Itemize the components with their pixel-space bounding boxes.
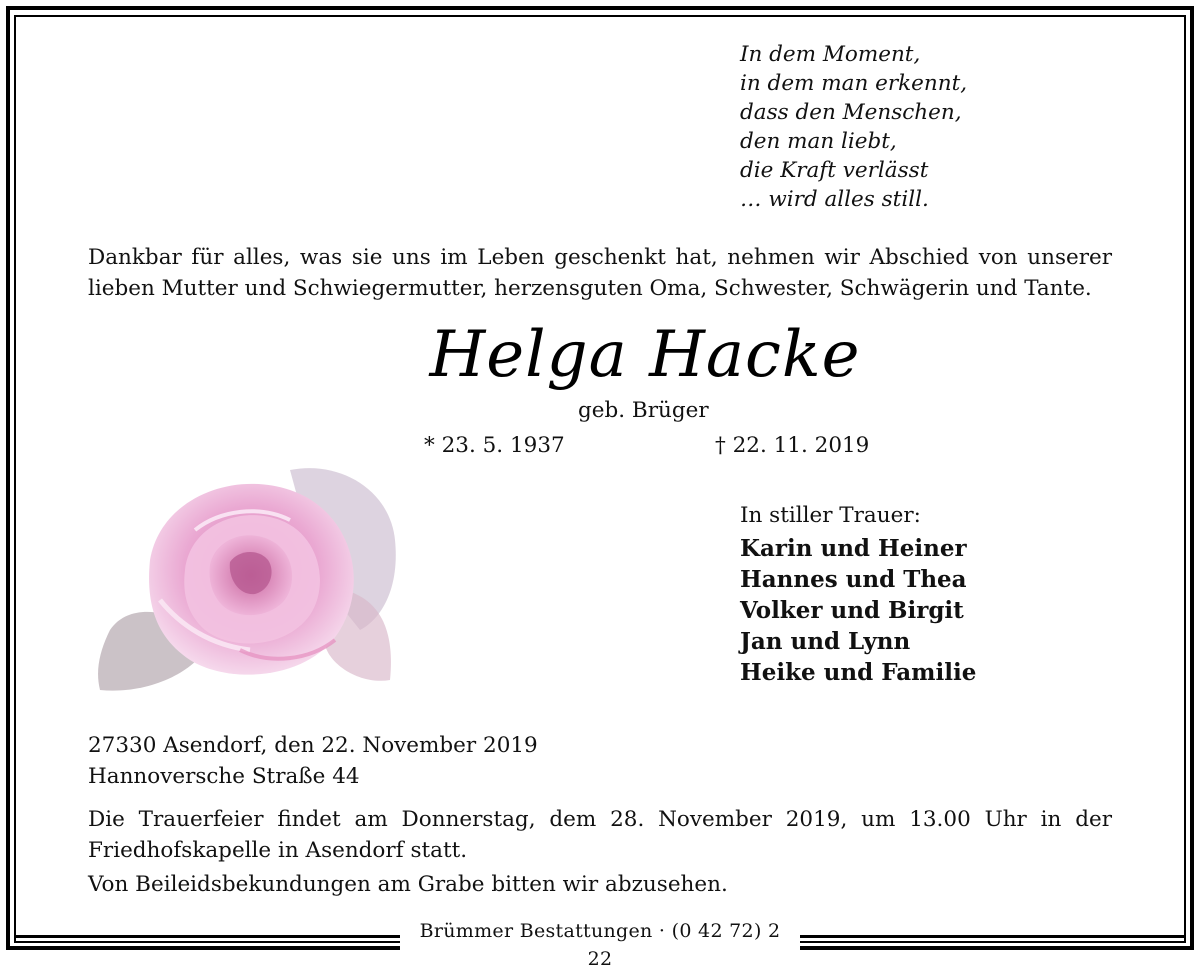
poem-line: dass den Menschen, [740,100,962,125]
mourner-name: Volker und Birgit [740,597,964,624]
poem-line: In dem Moment, [740,42,921,67]
birth-name: geb. Brüger [578,398,709,423]
address-block [88,730,538,792]
birth-date: * 23. 5. 1937 [424,433,565,458]
mourner-name: Jan und Lynn [740,628,911,655]
mourner-name: Heike und Familie [740,659,977,686]
death-date: † 22. 11. 2019 [715,433,870,458]
address-line-2: Hannoversche Straße 44 [88,764,360,789]
mourner-name: Karin und Heiner [740,535,967,562]
mourner-name: Hannes und Thea [740,566,967,593]
poem [740,40,967,214]
address-line-1: 27330 Asendorf, den 22. November 2019 [88,733,538,758]
poem-line: in dem man erkennt, [740,71,968,96]
poem-line: die Kraft verlässt [740,158,929,183]
service-notice: Die Trauerfeier findet am Donnerstag, dem 28. November 2019, um 13.00 Uhr in der Friedhofskapelle in Asendorf statt. [88,807,1112,863]
footer-rule-right [800,935,1186,938]
rose-illustration [90,450,400,700]
mourning-label: In stiller Trauer: [740,503,921,528]
intro-text: Dankbar für alles, was sie uns im Leben geschenkt hat, nehmen wir Abschied von unserer lieben Mutter und Schwiegermutter, herzensguten Oma, Schwester, Schwägerin und Tante. [88,245,1112,301]
deceased-name: Helga Hacke [429,318,861,392]
funeral-home-footer: Brümmer Bestattungen · (0 42 72) 2 22 [400,917,800,973]
mourner-list [740,533,976,688]
footer-rule-left [14,935,400,938]
poem-line: … wird alles still. [740,187,929,212]
condolence-note: Von Beileidsbekundungen am Grabe bitten wir abzusehen. [88,872,728,897]
poem-line: den man liebt, [740,129,897,154]
